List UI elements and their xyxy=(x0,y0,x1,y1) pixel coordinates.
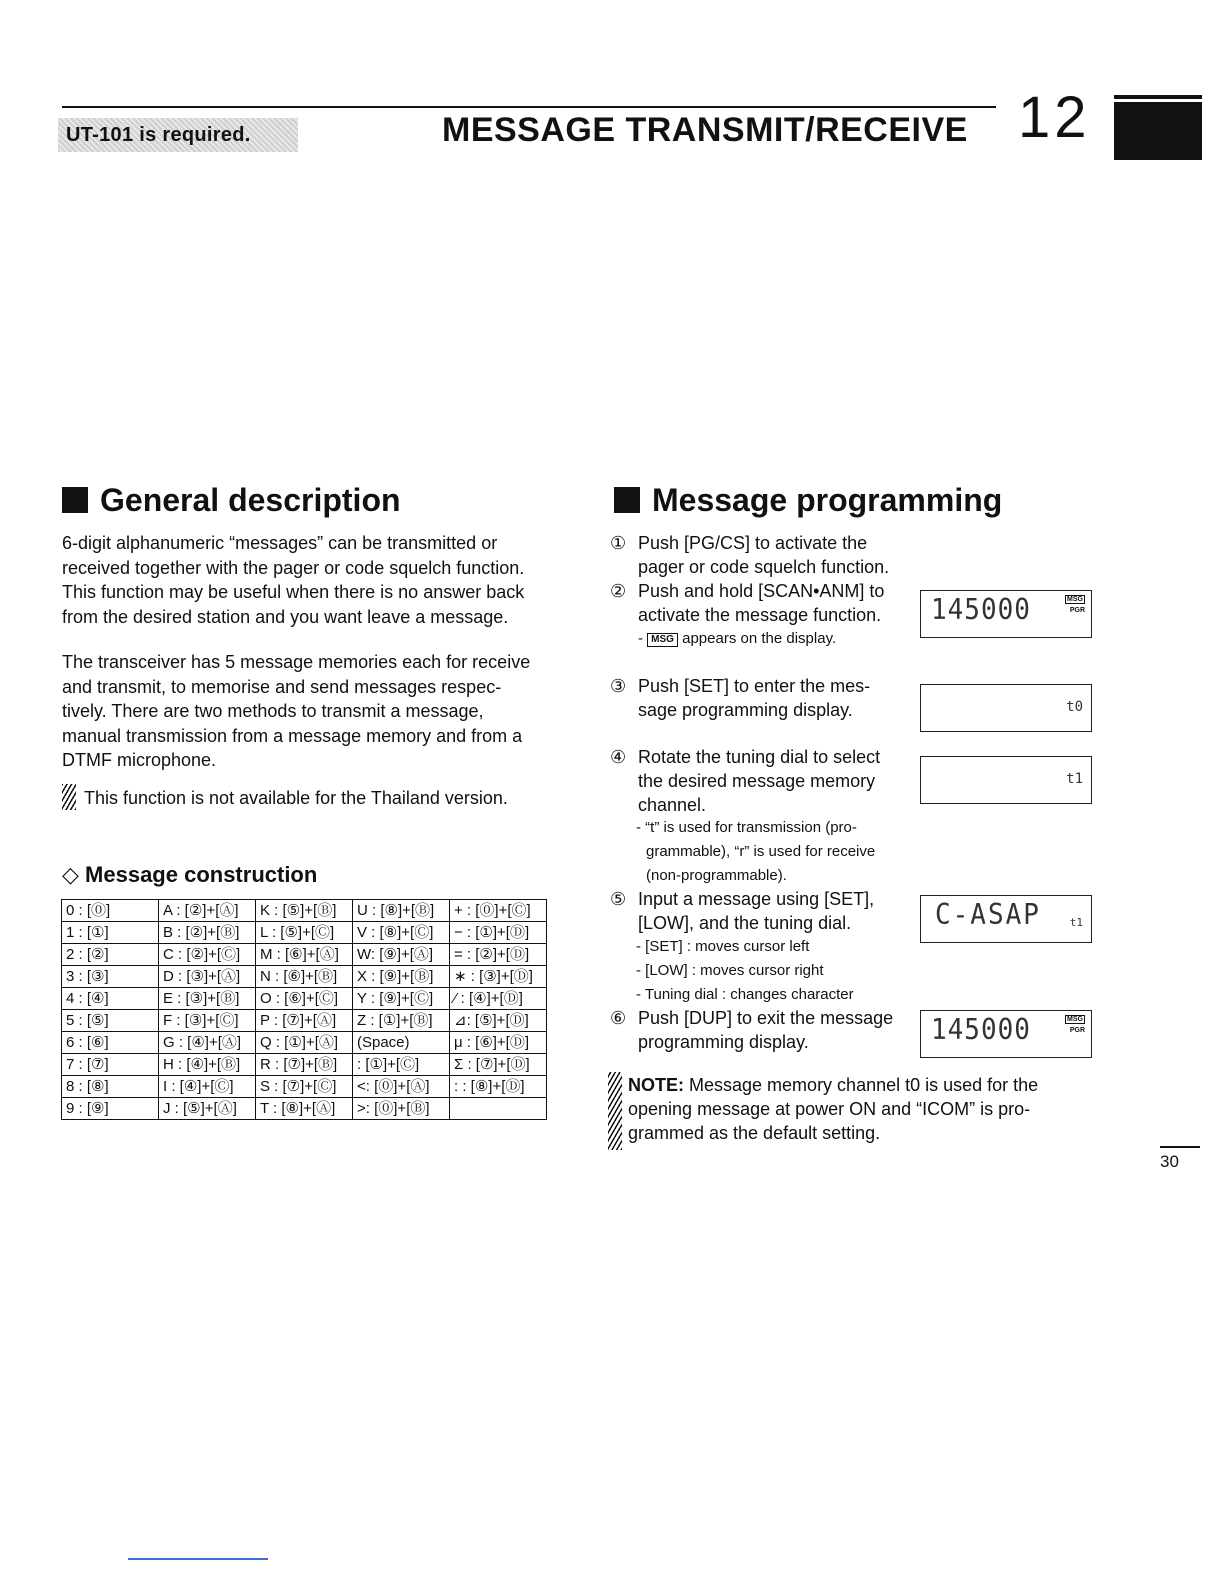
table-cell: I : [④]+[Ⓒ] xyxy=(159,1076,256,1098)
table-cell: : : [⑧]+[Ⓓ] xyxy=(450,1076,547,1098)
table-cell: S : [⑦]+[Ⓒ] xyxy=(256,1076,353,1098)
table-cell: 8 : [⑧] xyxy=(62,1076,159,1098)
table-row xyxy=(62,944,547,966)
table-cell: 0 : [⓪] xyxy=(62,900,159,922)
note-hatch-icon xyxy=(62,784,76,810)
requirement-badge: UT-101 is required. xyxy=(58,118,298,152)
note-block: NOTE: Message memory channel t0 is used for the opening message at power ON and “ICOM” is pro- grammed as the default setting. xyxy=(628,1075,1039,1143)
step-4-notes: - “t” is used for transmission (pro- grammable), “r” is used for receive (non-programmable). xyxy=(636,819,876,884)
table-cell: >: [⓪]+[Ⓑ] xyxy=(353,1098,450,1120)
table-row xyxy=(62,922,547,944)
general-description-para2: The transceiver has 5 message memories each for receive and transmit, to memorise and send messages respec- tively. There are two methods to transmit a message, manual transmission from a message memory and from a DTMF microphone. xyxy=(62,652,531,770)
lcd-display-step5: C-ASAP t1 xyxy=(920,895,1092,943)
step-6: ⑥ Push [DUP] to exit the message programming display. xyxy=(610,1008,894,1052)
table-cell: C : [②]+[Ⓒ] xyxy=(159,944,256,966)
lcd-display-step2: 145000 MSG PGR xyxy=(920,590,1092,638)
table-cell: ⁄ : [④]+[Ⓓ] xyxy=(450,988,547,1010)
step-5-notes: - [SET] : moves cursor left - [LOW] : moves cursor right - Tuning dial : changes character xyxy=(636,938,854,1003)
general-description-heading: General description xyxy=(62,482,401,519)
step-2: ② Push and hold [SCAN•ANM] to activate the message function. - MSG appears on the display. xyxy=(610,581,885,647)
table-cell: 2 : [②] xyxy=(62,944,159,966)
table-cell: U : [⑧]+[Ⓑ] xyxy=(353,900,450,922)
table-row xyxy=(62,966,547,988)
msg-indicator: MSG xyxy=(647,633,678,647)
table-cell: Σ : [⑦]+[Ⓓ] xyxy=(450,1054,547,1076)
table-cell: ⊿: [⑤]+[Ⓓ] xyxy=(450,1010,547,1032)
footer-rule xyxy=(128,1558,268,1560)
table-cell: K : [⑤]+[Ⓑ] xyxy=(256,900,353,922)
step-1: ① Push [PG/CS] to activate the pager or code squelch function. xyxy=(610,533,890,577)
table-cell: Q : [①]+[Ⓐ] xyxy=(256,1032,353,1054)
table-cell: : [①]+[Ⓒ] xyxy=(353,1054,450,1076)
table-cell: Y : [⑨]+[Ⓒ] xyxy=(353,988,450,1010)
table-cell: 9 : [⑨] xyxy=(62,1098,159,1120)
table-cell: − : [①]+[Ⓓ] xyxy=(450,922,547,944)
chapter-number: 12 xyxy=(1018,85,1091,150)
table-cell: 6 : [⑥] xyxy=(62,1032,159,1054)
table-cell: 3 : [③] xyxy=(62,966,159,988)
table-cell: L : [⑤]+[Ⓒ] xyxy=(256,922,353,944)
table-cell: 5 : [⑤] xyxy=(62,1010,159,1032)
step-5: ⑤ Input a message using [SET], [LOW], and the tuning dial. xyxy=(610,889,875,933)
page-number: 30 xyxy=(1160,1152,1179,1171)
page-title: MESSAGE TRANSMIT/RECEIVE xyxy=(442,111,968,149)
message-construction-table xyxy=(61,899,547,1120)
chapter-tab-line xyxy=(1114,95,1202,99)
table-row xyxy=(62,1010,547,1032)
table-row xyxy=(62,1032,547,1054)
table-cell: + : [⓪]+[Ⓒ] xyxy=(450,900,547,922)
lcd-display-step3: t0 xyxy=(920,684,1092,732)
table-cell: N : [⑥]+[Ⓑ] xyxy=(256,966,353,988)
table-cell: W: [⑨]+[Ⓐ] xyxy=(353,944,450,966)
lcd-display-step4: t1 xyxy=(920,756,1092,804)
step-3: ③ Push [SET] to enter the mes- sage programming display. xyxy=(610,676,871,720)
table-row xyxy=(62,1098,547,1120)
table-cell: M : [⑥]+[Ⓐ] xyxy=(256,944,353,966)
chapter-tab xyxy=(1114,102,1202,160)
message-construction-heading: ◇ Message construction xyxy=(62,862,318,887)
square-bullet-icon xyxy=(62,487,88,513)
table-cell: G : [④]+[Ⓐ] xyxy=(159,1032,256,1054)
table-cell: V : [⑧]+[Ⓒ] xyxy=(353,922,450,944)
general-description-para1: 6-digit alphanumeric “messages” can be transmitted or received together with the pager or code squelch function. This function may be useful when there is no answer back from the desired station and you want leave a message. xyxy=(62,533,525,627)
table-cell: <: [⓪]+[Ⓐ] xyxy=(353,1076,450,1098)
table-cell: ∗ : [③]+[Ⓓ] xyxy=(450,966,547,988)
table-cell: 7 : [⑦] xyxy=(62,1054,159,1076)
note-label: NOTE: xyxy=(628,1075,684,1095)
square-bullet-icon xyxy=(614,487,640,513)
table-cell: A : [②]+[Ⓐ] xyxy=(159,900,256,922)
table-cell: Z : [①]+[Ⓑ] xyxy=(353,1010,450,1032)
table-cell: P : [⑦]+[Ⓐ] xyxy=(256,1010,353,1032)
table-cell xyxy=(450,1098,547,1120)
table-cell: E : [③]+[Ⓑ] xyxy=(159,988,256,1010)
header-rule xyxy=(62,106,996,108)
table-cell: H : [④]+[Ⓑ] xyxy=(159,1054,256,1076)
table-cell: O : [⑥]+[Ⓒ] xyxy=(256,988,353,1010)
table-row xyxy=(62,900,547,922)
table-row xyxy=(62,1076,547,1098)
table-cell: F : [③]+[Ⓒ] xyxy=(159,1010,256,1032)
message-programming-heading: Message programming xyxy=(614,482,1002,519)
lcd-display-step6: 145000 MSG PGR xyxy=(920,1010,1092,1058)
table-cell: μ : [⑥]+[Ⓓ] xyxy=(450,1032,547,1054)
table-cell: R : [⑦]+[Ⓑ] xyxy=(256,1054,353,1076)
table-cell: (Space) xyxy=(353,1032,450,1054)
table-row xyxy=(62,988,547,1010)
note-hatch-icon xyxy=(608,1072,622,1150)
table-cell: X : [⑨]+[Ⓑ] xyxy=(353,966,450,988)
step-4: ④ Rotate the tuning dial to select the desired message memory channel. xyxy=(610,747,881,815)
page-number-rule xyxy=(1160,1146,1200,1148)
table-cell: B : [②]+[Ⓑ] xyxy=(159,922,256,944)
table-row xyxy=(62,1054,547,1076)
table-cell: 1 : [①] xyxy=(62,922,159,944)
table-cell: 4 : [④] xyxy=(62,988,159,1010)
table-cell: D : [③]+[Ⓐ] xyxy=(159,966,256,988)
table-cell: T : [⑧]+[Ⓐ] xyxy=(256,1098,353,1120)
table-cell: J : [⑤]+[Ⓐ] xyxy=(159,1098,256,1120)
thailand-note: This function is not available for the Thailand version. xyxy=(62,784,556,811)
table-cell: = : [②]+[Ⓓ] xyxy=(450,944,547,966)
